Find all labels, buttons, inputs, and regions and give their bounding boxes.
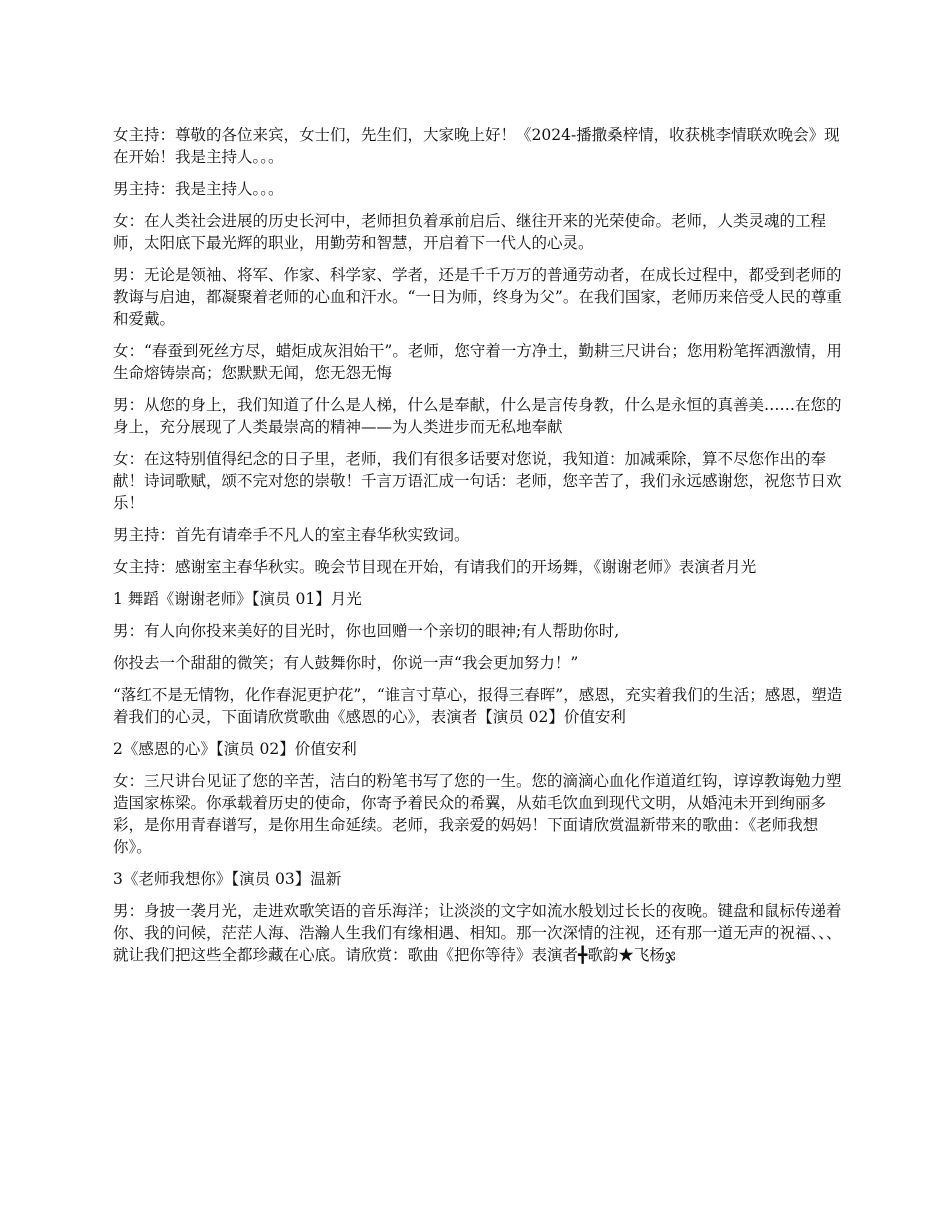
paragraph-male-dedication: 男：从您的身上，我们知道了什么是人梯，什么是奉献，什么是言传身教，什么是永恒的真善美……在您的身上，充分展现了人类最崇高的精神——为人类进步而无私地奉献 [113,396,842,436]
paragraph-female-host-opening: 女主持：尊敬的各位来宾，女士们，先生们，大家晚上好！《2024-播撒桑梓情，收获桃李情联欢晚会》现在开始！我是主持人。。。 [113,126,840,166]
paragraph-gratitude-song-intro: “落红不是无情物，化作春泥更护花”，“谁言寸草心，报得三春晖”，感恩，充实着我们的生活；感恩，塑造着我们的心灵，下面请欣赏歌曲《感恩的心》，表演者【演员 02】价值安利 [113,686,843,726]
paragraph-female-teacher-mission: 女：在人类社会进展的历史长河中，老师担负着承前启后、继往开来的光荣使命。老师，人类灵魂的工程师，太阳底下最光辉的职业，用勤劳和智慧，开启着下一代人的心灵。 [113,212,827,252]
program-item-3: 3《老师我想你》【演员 03】温新 [113,870,342,888]
paragraph-female-host-opening-dance: 女主持：感谢室主春华秋实。晚会节目现在开始，有请我们的开场舞，《谢谢老师》表演者月光 [113,558,757,576]
document-body [113,124,843,976]
paragraph-male-host-intro: 男主持：我是主持人。。。 [113,180,284,198]
paragraph-male-host-speech-invite: 男主持：首先有请牵手不凡人的室主春华秋实致词。 [113,526,470,544]
paragraph-male-teacher-influence: 男：无论是领袖、将军、作家、科学家、学者，还是千千万万的普通劳动者，在成长过程中，都受到老师的教诲与启迪，都凝聚着老师的心血和汗水。“一日为师，终身为父”。在我们国家，老师历来倍受人民的尊重和爱戴。 [113,266,842,328]
paragraph-female-podium: 女：三尺讲台见证了您的辛苦，洁白的粉笔书写了您的一生。您的滴滴心血化作道道红钩，谆谆教诲勉力塑造国家栋梁。你承载着历史的使命，你寄予着民众的希翼，从茹毛饮血到现代文明，从婚沌未开到绚丽多彩，是你用青春谱写，是你用生命延续。老师，我亲爱的妈妈！下面请欣赏温新带来的歌曲：《老师我想你》。 [113,772,842,856]
paragraph-female-thanks: 女：在这特别值得纪念的日子里，老师，我们有很多话要对您说，我知道：加减乘除，算不尽您作出的奉献！诗词歌赋，颂不完对您的崇敬！千言万语汇成一句话：老师，您辛苦了，我们永远感谢您，祝您节日欢乐！ [113,450,842,512]
paragraph-smile-line: 你投去一个甜甜的微笑；有人鼓舞你时，你说一声“我会更加努力！” [113,654,579,672]
paragraph-male-moonlight: 男：身披一袭月光，走进欢歌笑语的音乐海洋；让淡淡的文字如流水般划过长长的夜晚。键盘和鼠标传递着你、我的问候，茫茫人海、浩瀚人生我们有缘相遇、相知。那一次深情的注视，还有那一道无声的祝福、、、就让我们把这些全都珍藏在心底。请欣赏：歌曲《把你等待》表演者╋歌韵★飞杨ჯ [113,902,842,964]
paragraph-female-silkworm-quote: 女：“春蚕到死丝方尽，蜡炬成灰泪始干”。老师，您守着一方净土，勤耕三尺讲台；您用粉笔挥洒激情，用生命熔铸崇高；您默默无闻，您无怨无悔 [113,342,842,382]
program-item-2: 2《感恩的心》【演员 02】价值安利 [113,740,357,758]
paragraph-male-eye-contact: 男：有人向你投来美好的目光时，你也回赠一个亲切的眼神;有人帮助你时, [113,622,620,640]
program-item-1: 1 舞蹈《谢谢老师》【演员 01】月光 [113,590,362,608]
